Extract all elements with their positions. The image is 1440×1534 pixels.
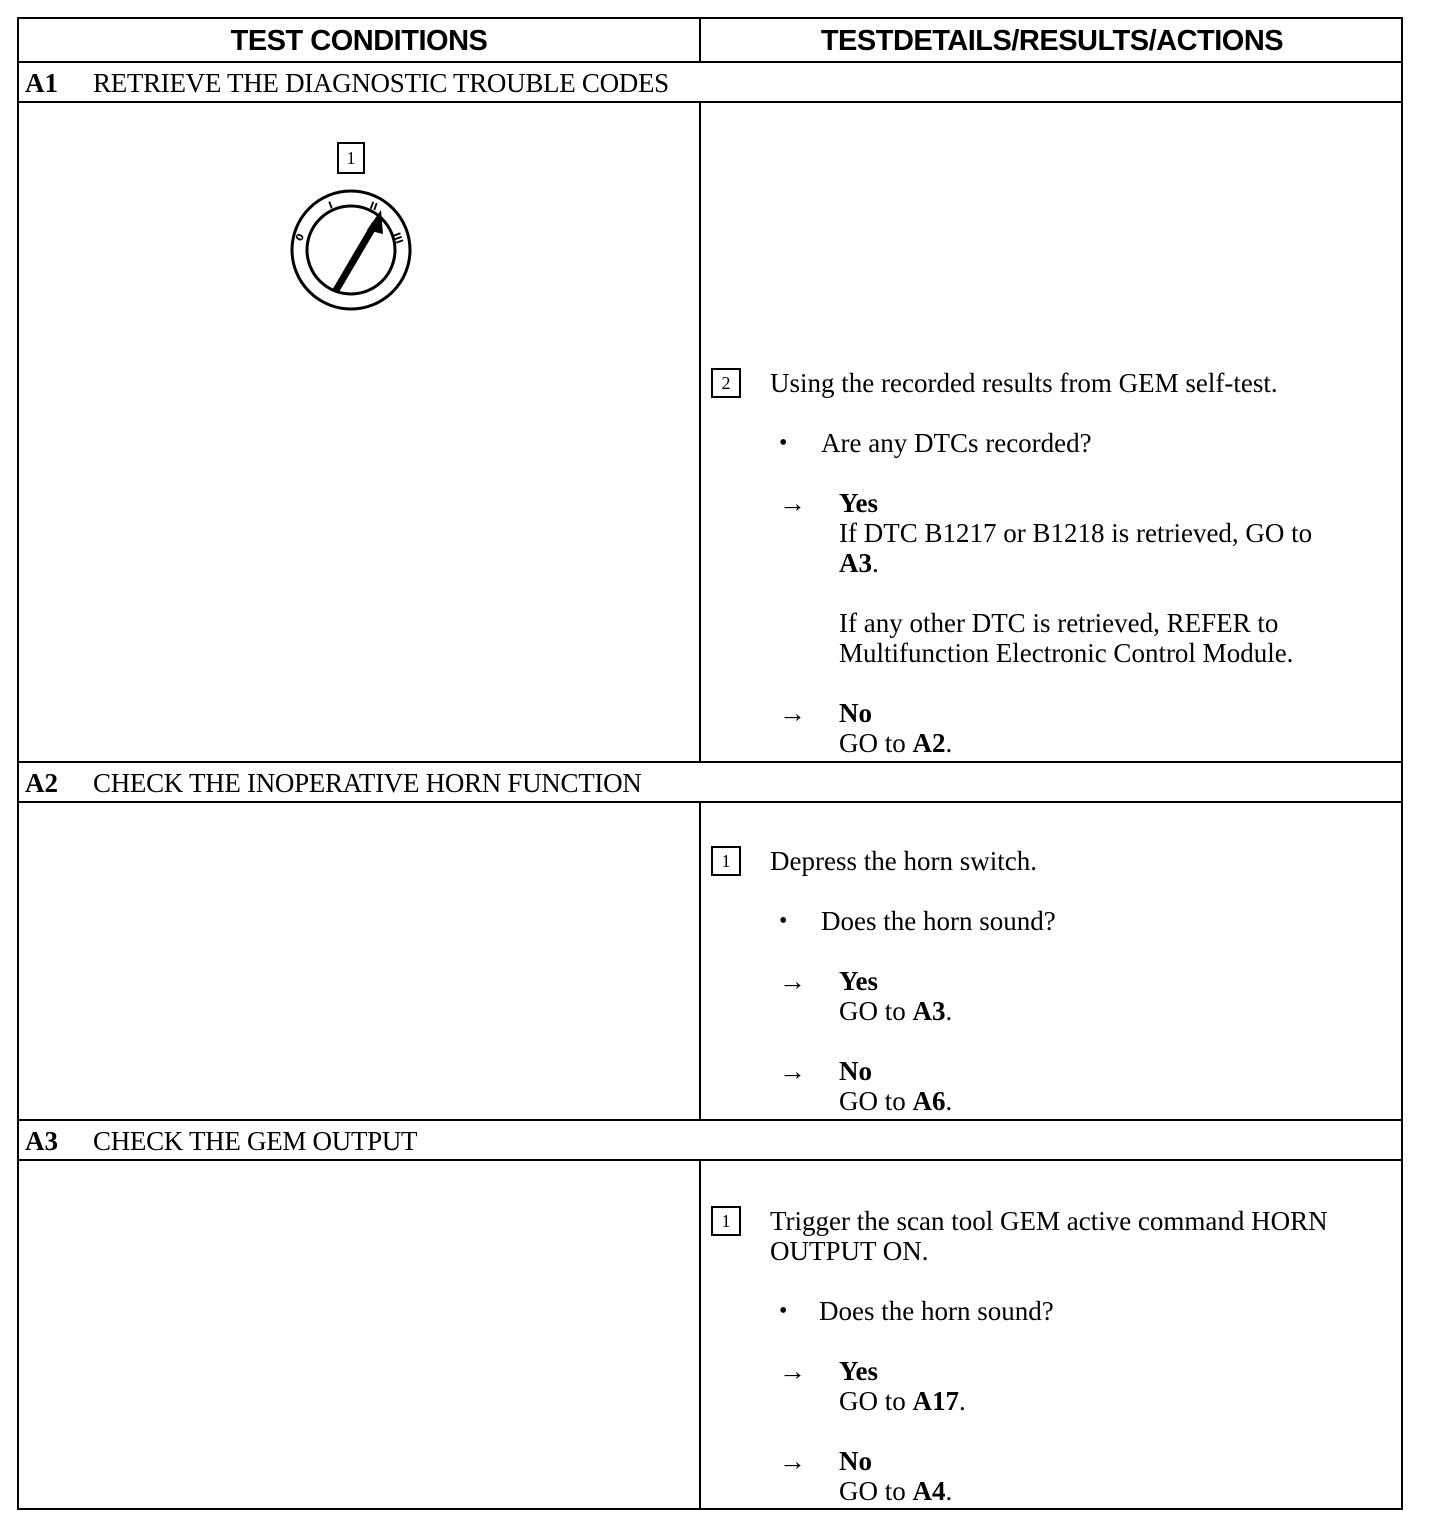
answer-line: GO to A4. bbox=[839, 1476, 953, 1506]
answer-line: If any other DTC is retrieved, REFER to bbox=[839, 608, 1279, 638]
answer-spacer bbox=[839, 578, 1312, 608]
section-a2-body bbox=[19, 803, 1401, 1121]
test-reference: A3 bbox=[839, 548, 872, 578]
test-reference: A17 bbox=[912, 1386, 959, 1416]
answer-line: Multifunction Electronic Control Module. bbox=[839, 638, 1294, 668]
answer-no bbox=[839, 1056, 952, 1116]
ignition-step-box: 1 bbox=[337, 142, 365, 174]
answer-yes bbox=[839, 966, 952, 1026]
section-a1-title-row bbox=[19, 63, 1401, 103]
answer-no-label: No bbox=[839, 1446, 872, 1476]
ignition-switch-icon bbox=[289, 188, 413, 312]
step-instruction: Using the recorded results from GEM self-test. bbox=[770, 368, 1278, 398]
answer-no-label: No bbox=[839, 698, 872, 728]
section-code: A2 bbox=[25, 768, 58, 798]
section-code: A1 bbox=[25, 68, 58, 98]
bullet-icon: • bbox=[779, 908, 788, 934]
test-reference: A6 bbox=[912, 1086, 946, 1116]
answer-line: GO to A2. bbox=[839, 728, 953, 758]
bullet-icon: • bbox=[779, 430, 788, 456]
answer-yes-label: Yes bbox=[839, 1356, 878, 1386]
switch-label-0: 0 bbox=[294, 231, 308, 244]
section-title: CHECK THE GEM OUTPUT bbox=[93, 1126, 418, 1156]
test-reference: A2 bbox=[912, 728, 946, 758]
step-instruction: Depress the horn switch. bbox=[770, 846, 1037, 876]
section-title: RETRIEVE THE DIAGNOSTIC TROUBLE CODES bbox=[93, 68, 669, 98]
header-test-details: TESTDETAILS/RESULTS/ACTIONS bbox=[701, 19, 1403, 63]
step-line: Trigger the scan tool GEM active command HORN bbox=[770, 1206, 1328, 1236]
step-number-box: 1 bbox=[711, 1206, 741, 1236]
answer-no bbox=[839, 1446, 952, 1506]
answer-line: If DTC B1217 or B1218 is retrieved, GO to bbox=[839, 518, 1313, 548]
question-text: Are any DTCs recorded? bbox=[821, 428, 1092, 458]
answer-no-label: No bbox=[839, 1056, 872, 1086]
step-number-box: 2 bbox=[711, 368, 741, 398]
answer-line: GO to A6. bbox=[839, 1086, 953, 1116]
question-text: Does the horn sound? bbox=[819, 1296, 1054, 1326]
section-a3-title-row bbox=[19, 1121, 1401, 1161]
question-text: Does the horn sound? bbox=[821, 906, 1056, 936]
arrow-right-icon: → bbox=[779, 966, 806, 996]
bullet-icon: • bbox=[779, 1298, 788, 1324]
answer-yes bbox=[839, 1356, 966, 1416]
answer-yes-label: Yes bbox=[839, 488, 878, 518]
switch-label-1: I bbox=[327, 200, 335, 212]
answer-yes bbox=[839, 488, 1312, 668]
diagnostic-table bbox=[17, 17, 1403, 1510]
test-reference: A3 bbox=[912, 996, 946, 1026]
column-divider bbox=[699, 103, 701, 761]
section-a3-body bbox=[19, 1161, 1401, 1508]
arrow-right-icon: → bbox=[779, 1356, 806, 1386]
header-test-conditions: TEST CONDITIONS bbox=[19, 19, 701, 63]
answer-line: A3. bbox=[839, 548, 879, 578]
switch-label-2: II bbox=[367, 200, 379, 214]
switch-label-3: III bbox=[390, 231, 405, 246]
arrow-right-icon: → bbox=[779, 1446, 806, 1476]
answer-line: GO to A17. bbox=[839, 1386, 966, 1416]
answer-line: GO to A3. bbox=[839, 996, 953, 1026]
step-instruction bbox=[770, 1206, 1328, 1266]
arrow-right-icon: → bbox=[779, 1056, 806, 1086]
step-number-box: 1 bbox=[711, 846, 741, 876]
section-code: A3 bbox=[25, 1126, 58, 1156]
section-a1-body bbox=[19, 103, 1401, 763]
section-a2-title-row bbox=[19, 763, 1401, 803]
arrow-right-icon: → bbox=[779, 698, 806, 728]
section-title: CHECK THE INOPERATIVE HORN FUNCTION bbox=[93, 768, 642, 798]
answer-yes-label: Yes bbox=[839, 966, 878, 996]
step-line: OUTPUT ON. bbox=[770, 1236, 929, 1266]
answer-no bbox=[839, 698, 952, 758]
column-divider bbox=[699, 803, 701, 1119]
column-divider bbox=[699, 1161, 701, 1508]
arrow-right-icon: → bbox=[779, 488, 806, 518]
test-reference: A4 bbox=[912, 1476, 946, 1506]
